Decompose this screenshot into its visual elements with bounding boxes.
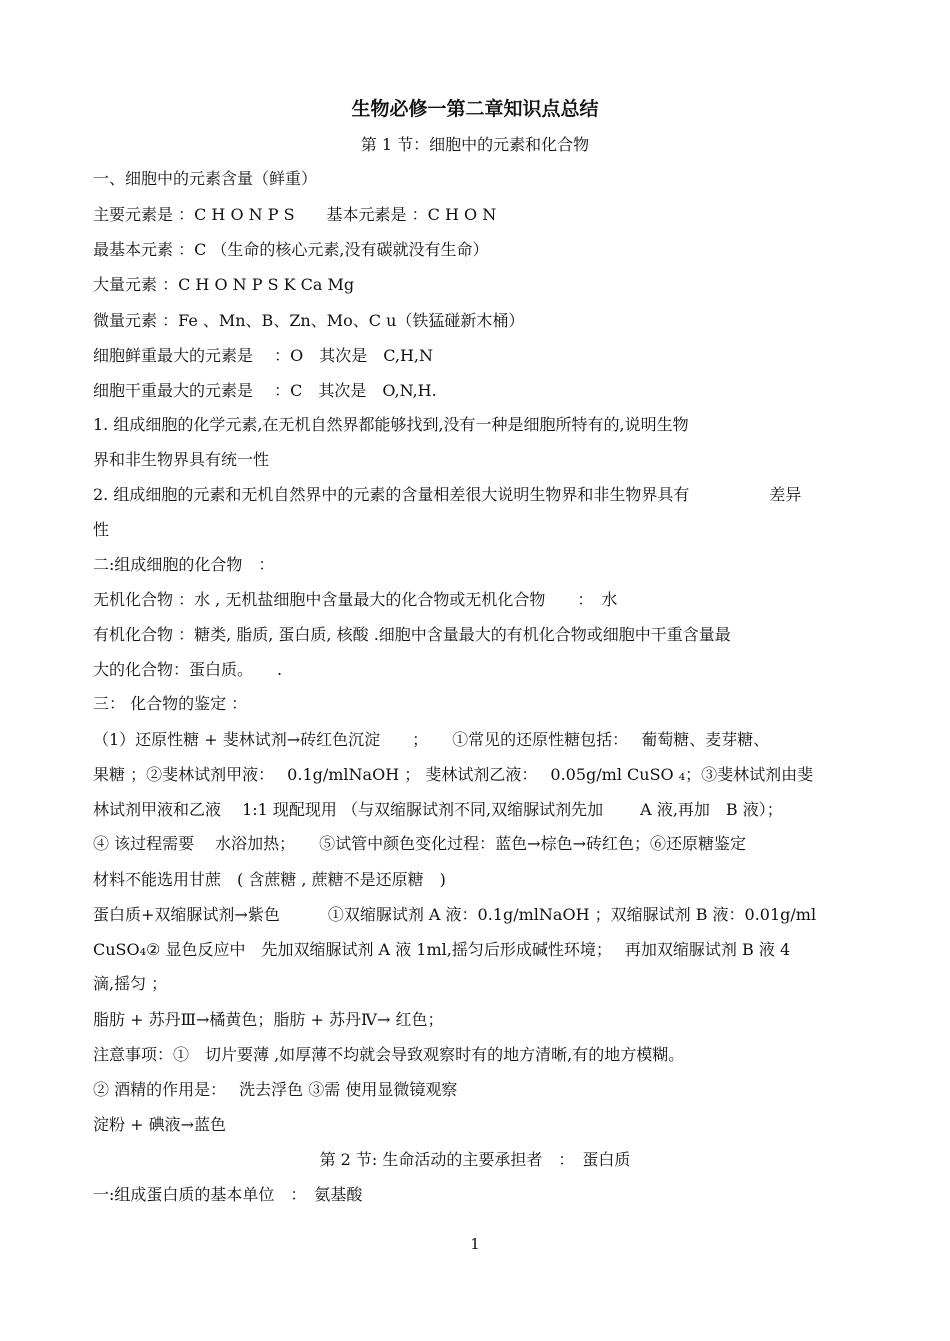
text-line: 二:组成细胞的化合物 ：: [93, 555, 275, 574]
text-line: 淀粉 + 碘液→蓝色: [93, 1115, 226, 1134]
text-line: 无机化合物 ：水 , 无机盐细胞中含量最大的化合物或无机化合物 ： 水: [93, 590, 618, 609]
text-line: 2. 组成细胞的元素和无机自然界中的元素的含量相差很大说明生物界和非生物界具有 差异: [93, 485, 802, 504]
text-line: 林试剂甲液和乙液 1:1 现配现用 （与双缩脲试剂不同,双缩脲试剂先加 A 液,再加 B 液）；: [93, 800, 783, 819]
text-line: 细胞干重最大的元素是 ：C 其次是 O,N,H.: [93, 381, 437, 400]
text-line: 一:组成蛋白质的基本单位 ： 氨基酸: [93, 1185, 363, 1204]
text-line: 界和非生物界具有统一性: [93, 450, 270, 469]
text-line: （1）还原性糖 + 斐林试剂→砖红色沉淀 ； ①常见的还原性糖包括： 葡萄糖、麦芽糖、: [93, 730, 770, 749]
text-line: 大量元素 ：C H O N P S K Ca Mg: [93, 275, 355, 294]
section-2-heading: 第 2 节: 生命活动的主要承担者 ： 蛋白质: [319, 1150, 631, 1169]
text-line: 蛋白质+双缩脲试剂→紫色 ①双缩脲试剂 A 液：0.1g/mlNaOH ；双缩脲试剂 B 液：0.01g/ml: [93, 905, 817, 924]
text-line: 性: [93, 520, 110, 539]
text-line: ② 酒精的作用是： 洗去浮色 ③需 使用显微镜观察: [93, 1080, 458, 1099]
text-line: 主要元素是 ：C H O N P S 基本元素是 ：C H O N: [93, 205, 497, 224]
text-line: 注意事项：① 切片要薄 ,如厚薄不均就会导致观察时有的地方清晰,有的地方模糊。: [93, 1045, 685, 1064]
page-number: 1: [470, 1235, 480, 1253]
text-line: 果糖 ；②斐林试剂甲液： 0.1g/mlNaOH ； 斐林试剂乙液： 0.05g/ml CuSO ₄；③斐林试剂由斐: [93, 765, 814, 784]
text-line: 材料不能选用甘蔗 ( 含蔗糖 , 蔗糖不是还原糖 ): [93, 870, 446, 889]
text-line: 最基本元素 ：C （生命的核心元素,没有碳就没有生命）: [93, 240, 489, 259]
text-line: 一、细胞中的元素含量（鲜重）: [93, 169, 318, 188]
text-line: 细胞鲜重最大的元素是 ：O 其次是 C,H,N: [93, 346, 434, 365]
text-line: 脂肪 + 苏丹Ⅲ→橘黄色；脂肪 + 苏丹Ⅳ→ 红色；: [93, 1010, 444, 1029]
text-line: 大的化合物：蛋白质。 .: [93, 660, 283, 679]
section-1-heading: 第 1 节：细胞中的元素和化合物: [360, 135, 590, 154]
text-line: 滴,摇匀 ；: [93, 974, 168, 993]
text-line: 1. 组成细胞的化学元素,在无机自然界都能够找到,没有一种是细胞所特有的,说明生物: [93, 415, 689, 434]
document-title: 生物必修一第二章知识点总结: [351, 98, 599, 120]
text-line: ④ 该过程需要 水浴加热； ⑤试管中颜色变化过程：蓝色→棕色→砖红色；⑥还原糖鉴定: [93, 834, 746, 853]
text-line: 有机化合物 ：糖类, 脂质, 蛋白质, 核酸 .细胞中含量最大的有机化合物或细胞中干重含量最: [93, 625, 731, 644]
text-line: 微量元素 ：Fe 、Mn、B、Zn、Mo、C u（铁猛碰新木桶）: [93, 311, 525, 330]
text-line: CuSO₄② 显色反应中 先加双缩脲试剂 A 液 1ml,摇匀后形成碱性环境； 再加双缩脲试剂 B 液 4: [93, 940, 791, 959]
text-line: 三： 化合物的鉴定 ：: [93, 694, 248, 713]
